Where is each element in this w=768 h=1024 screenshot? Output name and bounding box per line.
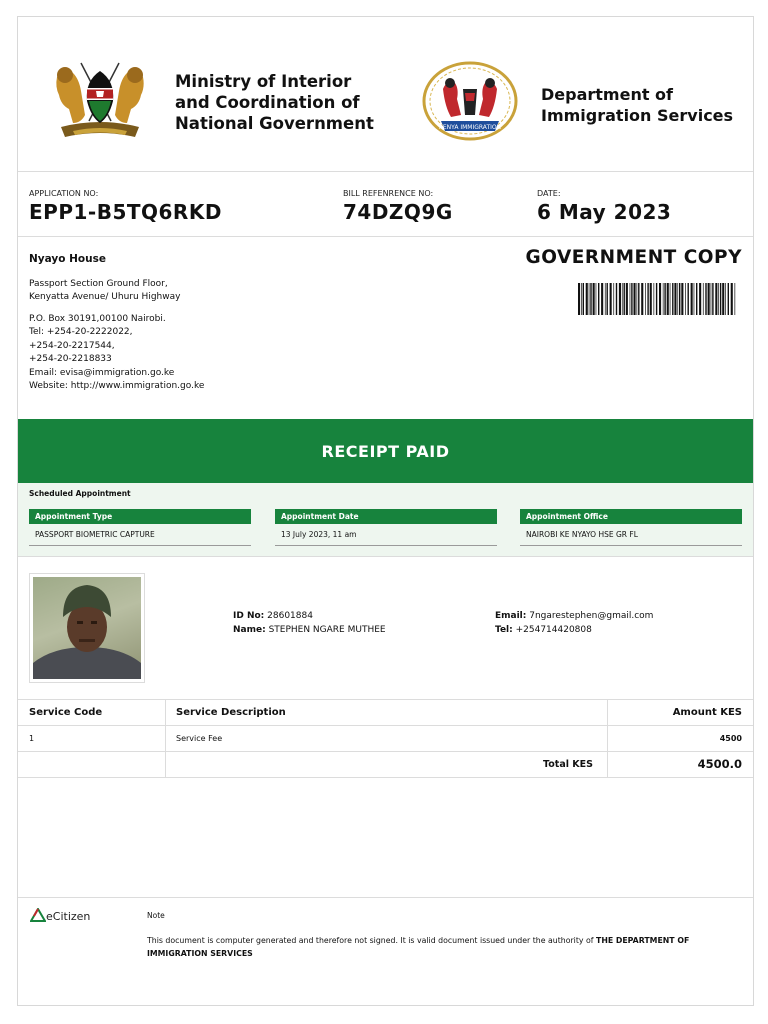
barcode-bar — [685, 283, 686, 315]
ministry-line2: and Coordination of — [175, 93, 360, 112]
barcode-bar — [656, 283, 657, 315]
barcode-bar — [624, 283, 625, 315]
tel-label: Tel: — [495, 624, 513, 635]
barcode-bar — [725, 283, 726, 315]
barcode-bar — [641, 283, 643, 315]
office-name: Nyayo House — [29, 253, 106, 265]
ministry-line1: Ministry of Interior — [175, 72, 352, 91]
barcode-bar — [679, 283, 680, 315]
ecitizen-brand: eCitizen — [46, 910, 91, 923]
barcode-bar — [598, 283, 599, 315]
reference-row — [18, 171, 753, 237]
ecitizen-logo — [30, 908, 90, 923]
barcode-bar — [728, 283, 729, 315]
barcode-bar — [590, 283, 591, 315]
barcode-bar — [705, 283, 706, 315]
receipt-status-banner — [18, 419, 753, 483]
barcode-bar — [711, 283, 712, 315]
note-label: Note — [147, 911, 165, 920]
barcode-bar — [619, 283, 621, 315]
barcode-bar — [681, 283, 683, 315]
receipt-status-text: RECEIPT PAID — [321, 442, 450, 461]
barcode-bar — [722, 283, 724, 315]
department-title — [541, 84, 733, 126]
address-line: P.O. Box 30191,00100 Nairobi. — [29, 313, 166, 324]
table-row — [18, 725, 753, 751]
barcode-bar — [677, 283, 678, 315]
services-table — [18, 699, 753, 778]
barcode-bar — [586, 283, 588, 315]
barcode-icon — [578, 283, 736, 315]
date-label: DATE: — [537, 189, 561, 198]
email-value: 7ngarestephen@gmail.com — [529, 611, 654, 621]
barcode-bar — [712, 283, 713, 315]
bill-reference-label: BILL REFENRENCE NO: — [343, 189, 434, 198]
barcode-bar — [708, 283, 710, 315]
bill-reference-number: 74DZQ9G — [343, 200, 453, 224]
appointment-type — [29, 509, 251, 546]
applicant-photo — [33, 577, 141, 679]
seal-label: KENYA IMMIGRATION — [438, 124, 502, 131]
barcode-bar — [670, 283, 671, 315]
barcode-bar — [578, 283, 580, 315]
barcode-bar — [581, 283, 582, 315]
barcode-bar — [694, 283, 695, 315]
appointment-type-value: PASSPORT BIOMETRIC CAPTURE — [29, 524, 251, 546]
barcode-bar — [647, 283, 648, 315]
table-header-row — [18, 699, 753, 725]
barcode-bar — [613, 283, 614, 315]
barcode-bar — [607, 283, 608, 315]
barcode-bar — [699, 283, 701, 315]
barcode-bar — [672, 283, 673, 315]
barcode-bar — [610, 283, 612, 315]
barcode-bar — [583, 283, 584, 315]
barcode-bar — [589, 283, 590, 315]
barcode-bar — [593, 283, 595, 315]
website-line: Website: http://www.immigration.go.ke — [29, 381, 205, 391]
barcode-bar — [645, 283, 646, 315]
col-service-description: Service Description — [176, 707, 286, 718]
barcode-bar — [720, 283, 721, 315]
appointment-office-value: NAIROBI KE NYAYO HSE GR FL — [520, 524, 742, 546]
department-line2: Immigration Services — [541, 106, 734, 125]
office-address — [29, 253, 204, 394]
appointment-section-title: Scheduled Appointment — [29, 489, 131, 498]
barcode-bar — [637, 283, 638, 315]
note-text — [147, 934, 747, 960]
copy-label: GOVERNMENT COPY — [525, 247, 742, 268]
total-amount: 4500.0 — [697, 757, 742, 771]
barcode-bar — [622, 283, 623, 315]
applicant-id-block — [233, 610, 386, 637]
kenya-coat-of-arms-icon — [51, 57, 149, 141]
note-body: This document is computer generated and therefore not signed. It is valid document issued under the authority of — [147, 936, 594, 945]
email-line: Email: evisa@immigration.go.ke — [29, 367, 175, 378]
appointment-type-label: Appointment Type — [29, 509, 251, 524]
barcode-bar — [626, 283, 628, 315]
appointment-date-value: 13 July 2023, 11 am — [275, 524, 497, 546]
service-code: 1 — [29, 734, 35, 743]
barcode-bar — [731, 283, 733, 315]
email-label: Email: — [495, 611, 527, 621]
applicant-contact-block — [495, 610, 653, 637]
barcode-bar — [630, 283, 631, 315]
barcode-bar — [674, 283, 676, 315]
scheduled-appointment — [18, 483, 753, 557]
barcode-bar — [654, 283, 655, 315]
id-label: ID No: — [233, 611, 265, 621]
barcode-bar — [650, 283, 652, 315]
address-line: Passport Section Ground Floor, — [29, 278, 168, 289]
ministry-title — [175, 71, 374, 134]
person-silhouette-icon — [33, 577, 141, 679]
barcode-bar — [667, 283, 669, 315]
barcode-bar — [735, 283, 736, 315]
total-row — [18, 751, 753, 778]
phone-line: +254-20-2217544, — [29, 340, 115, 351]
receipt-page — [17, 16, 754, 1006]
col-amount: Amount KES — [672, 707, 742, 718]
barcode-bar — [596, 283, 597, 315]
total-label: Total KES — [543, 759, 593, 770]
application-number: EPP1-B5TQ6RKD — [29, 200, 222, 224]
barcode-bar — [715, 283, 717, 315]
service-amount: 4500 — [719, 734, 742, 743]
barcode-bar — [663, 283, 664, 315]
note-authority: THE DEPARTMENT OF IMMIGRATION SERVICES — [147, 936, 690, 958]
barcode-bar — [664, 283, 665, 315]
name-value: STEPHEN NGARE MUTHEE — [268, 624, 386, 635]
barcode-bar — [691, 283, 693, 315]
appointment-office-label: Appointment Office — [520, 509, 742, 524]
barcode-bar — [605, 283, 606, 315]
barcode-bar — [688, 283, 689, 315]
id-value: 28601884 — [267, 611, 313, 621]
department-line1: Department of — [541, 85, 674, 104]
barcode-bar — [696, 283, 697, 315]
barcode-bar — [631, 283, 632, 315]
barcode-bar — [634, 283, 636, 315]
ministry-line3: National Government — [175, 114, 374, 133]
appointment-office — [520, 509, 742, 546]
barcode-bar — [703, 283, 704, 315]
barcode-bar — [718, 283, 719, 315]
application-number-label: APPLICATION NO: — [29, 189, 99, 198]
barcode-bar — [659, 283, 661, 315]
tel-value: +254714420808 — [515, 624, 592, 635]
barcode-bar — [601, 283, 603, 315]
footer — [18, 897, 753, 1006]
kenya-immigration-seal-icon — [421, 59, 519, 141]
barcode-bar — [638, 283, 639, 315]
appointment-date-label: Appointment Date — [275, 509, 497, 524]
ecitizen-icon — [30, 908, 46, 922]
service-description: Service Fee — [176, 734, 223, 743]
phone-line: Tel: +254-20-2222022, — [29, 327, 133, 337]
receipt-date: 6 May 2023 — [537, 200, 672, 224]
address-line: Kenyatta Avenue/ Uhuru Highway — [29, 292, 181, 302]
applicant-photo-frame — [29, 573, 145, 683]
col-service-code: Service Code — [29, 707, 103, 718]
appointment-date — [275, 509, 497, 546]
header — [18, 17, 753, 172]
phone-line: +254-20-2218833 — [29, 354, 112, 364]
barcode-bar — [616, 283, 617, 315]
name-label: Name: — [233, 624, 266, 635]
